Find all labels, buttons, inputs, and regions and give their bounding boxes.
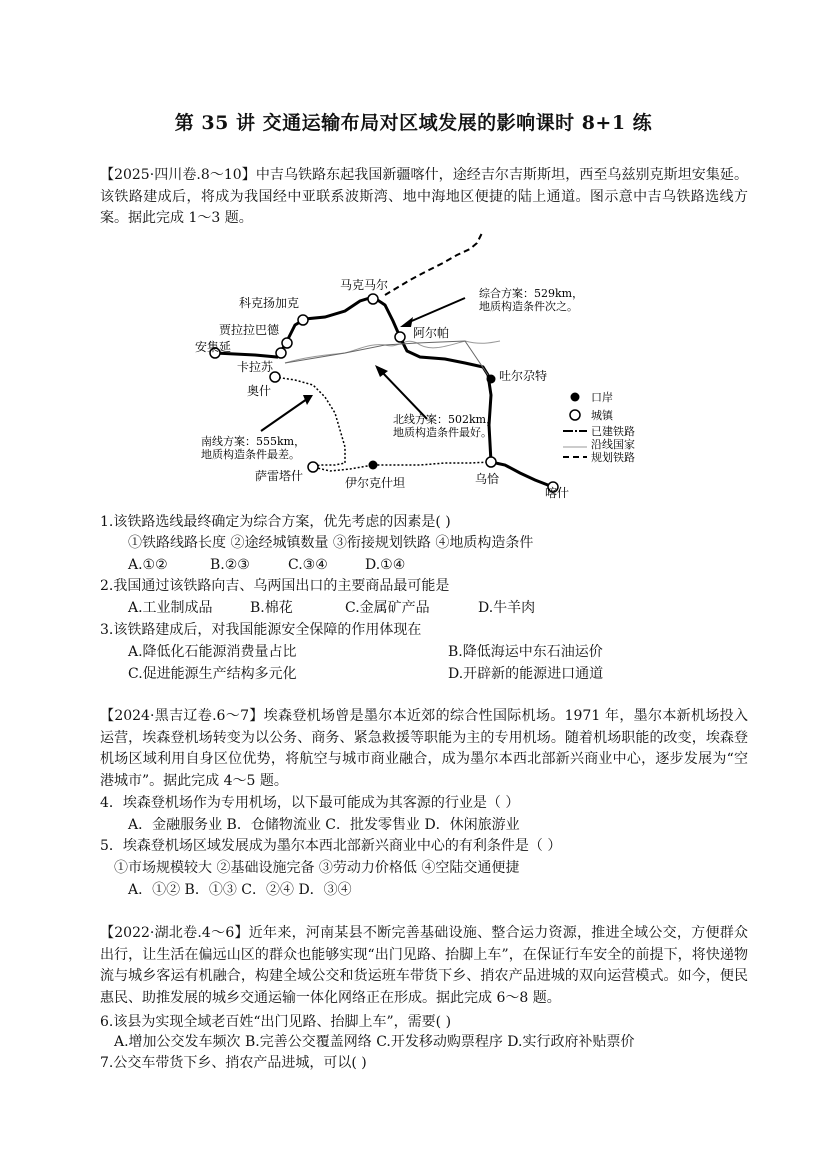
legend-label: 规划铁路 xyxy=(591,451,635,464)
question-2-stem: 2.我国通过该铁路向吉、乌两国出口的主要商品最可能是 xyxy=(100,578,450,594)
railway-route-map xyxy=(195,225,665,505)
city-label: 卡拉苏 xyxy=(237,360,274,374)
north-scheme-label: 北线方案：502km， xyxy=(393,413,498,426)
option-c[interactable]: C.金属矿产品 xyxy=(345,600,430,616)
south-scheme-label: 南线方案：555km， xyxy=(201,435,306,448)
legend-port-icon xyxy=(571,393,580,402)
combined-scheme-label: 地质构造条件次之。 xyxy=(479,300,578,313)
annotation-arrow xyxy=(407,298,465,323)
option-b[interactable]: B.降低海运中东石油运价 xyxy=(448,644,603,660)
option-d[interactable]: D.牛羊肉 xyxy=(478,600,536,616)
section1-intro: 【2025·四川卷.8～10】中吉乌铁路东起我国新疆喀什，途经吉尔吉斯斯坦，西至乌兹别克斯坦安集延。该铁路建成后，将成为我国经中亚联系波斯湾、地中海地区便捷的陆上通道。图示意中吉乌铁路选线方案。据此完成 1～3 题。 xyxy=(100,167,748,226)
north-route xyxy=(285,341,488,375)
question-4-stem: 4．埃森登机场作为专用机场，以下最可能成为其客源的行业是（ ） xyxy=(100,795,520,811)
section2-intro: 【2024·黑吉辽卷.6～7】埃森登机场曾是墨尔本近郊的综合性国际机场。1971 年，墨尔本新机场投入运营，埃森登机场转变为以公务、商务、紧急救援等职能为主的专用机场。随着机场职能的改变，埃森登机场区域利用自身区位优势，将航空与城市商业融合，成为墨尔本西北部新兴商业中心，逐步发展为“空港城市”。据此完成 4～5 题。 xyxy=(100,708,748,789)
option-d[interactable]: D.开辟新的能源进口通道 xyxy=(448,666,604,682)
city-marker xyxy=(282,338,292,348)
question-3-stem: 3.该铁路建成后，对我国能源安全保障的作用体现在 xyxy=(100,622,422,638)
option-a[interactable]: A.工业制成品 xyxy=(128,600,213,616)
city-label: 马克马尔 xyxy=(340,278,389,292)
question-6-stem: 6.该县为实现全域老百姓“出门见路、抬脚上车”，需要( ) xyxy=(100,1014,452,1030)
city-label: 乌恰 xyxy=(475,472,500,486)
city-marker xyxy=(308,462,318,472)
question-5-items: ①市场规模较大 ②基础设施完备 ③劳动力价格低 ④空陆交通便捷 xyxy=(114,860,520,876)
city-label: 奥什 xyxy=(247,384,272,398)
legend-city-icon xyxy=(570,410,580,420)
city-label: 伊尔克什坦 xyxy=(345,476,406,490)
legend-label: 城镇 xyxy=(591,409,613,422)
question-1-stem: 1.该铁路选线最终确定为综合方案，优先考虑的因素是( ) xyxy=(100,514,451,530)
city-label: 萨雷塔什 xyxy=(255,469,304,483)
question-1-items: ①铁路线路长度 ②途经城镇数量 ③衔接规划铁路 ④地质构造条件 xyxy=(128,535,534,551)
option-b[interactable]: B.②③ xyxy=(210,557,250,573)
city-marker xyxy=(276,348,286,358)
legend-label: 已建铁路 xyxy=(591,425,635,438)
city-marker xyxy=(368,294,378,304)
question-4-options[interactable]: A．金融服务业 B．仓储物流业 C．批发零售业 D．休闲旅游业 xyxy=(128,817,520,833)
city-label: 安集延 xyxy=(195,340,232,354)
north-scheme-label: 地质构造条件最好。 xyxy=(393,426,492,439)
port-marker xyxy=(369,461,378,470)
combined-scheme-label: 综合方案：529km， xyxy=(479,287,584,300)
arrow-head xyxy=(400,317,413,327)
planned-railway xyxy=(385,233,482,295)
option-b[interactable]: B.棉花 xyxy=(250,600,293,616)
city-label: 吐尔尕特 xyxy=(499,369,548,383)
page-title: 第 35 讲 交通运输布局对区域发展的影响课时 8+1 练 xyxy=(174,112,653,134)
legend-label: 沿线国家 xyxy=(591,438,635,451)
south-scheme-label: 地质构造条件最差。 xyxy=(201,448,300,461)
annotation-arrow xyxy=(261,399,307,431)
section3-intro: 【2022·湖北卷.4～6】近年来，河南某县不断完善基础设施、整合运力资源，推进全域公交，方便群众出行，让生活在偏远山区的群众也能够实现“出门见路、抬脚上车”，在保证行车安全的前提下，将快递物流与城乡客运有机融合，构建全域公交和货运班车带货下乡、捎农产品进城的双向运营模式。如今，便民惠民、助推发展的城乡交通运输一体化网络正在形成。据此完成 6～8 题。 xyxy=(100,925,748,1006)
port-marker xyxy=(487,375,496,384)
city-marker xyxy=(486,457,496,467)
legend-label: 口岸 xyxy=(591,391,613,404)
question-7-stem: 7.公交车带货下乡、捎农产品进城，可以( ) xyxy=(100,1055,367,1071)
option-a[interactable]: A.①② xyxy=(128,557,168,573)
option-c[interactable]: C.③④ xyxy=(288,557,328,573)
option-a[interactable]: A.降低化石能源消费量占比 xyxy=(128,644,297,660)
city-label: 喀什 xyxy=(545,486,570,500)
question-5-options[interactable]: A．①② B．①③ C．②④ D．③④ xyxy=(128,882,352,898)
city-label: 贾拉拉巴德 xyxy=(219,323,280,337)
annotation-arrow xyxy=(381,371,427,419)
city-marker xyxy=(395,332,405,342)
question-6-options[interactable]: A.增加公交发车频次 B.完善公交覆盖网络 C.开发移动购票程序 D.实行政府补贴票价 xyxy=(114,1034,635,1050)
city-label: 阿尔帕 xyxy=(413,326,450,340)
city-label: 科克扬加克 xyxy=(239,296,300,310)
option-c[interactable]: C.促进能源生产结构多元化 xyxy=(128,666,297,682)
city-marker xyxy=(298,315,308,325)
question-5-stem: 5．埃森登机场区域发展成为墨尔本西北部新兴商业中心的有利条件是（ ） xyxy=(100,838,562,854)
option-d[interactable]: D.①④ xyxy=(365,557,406,573)
